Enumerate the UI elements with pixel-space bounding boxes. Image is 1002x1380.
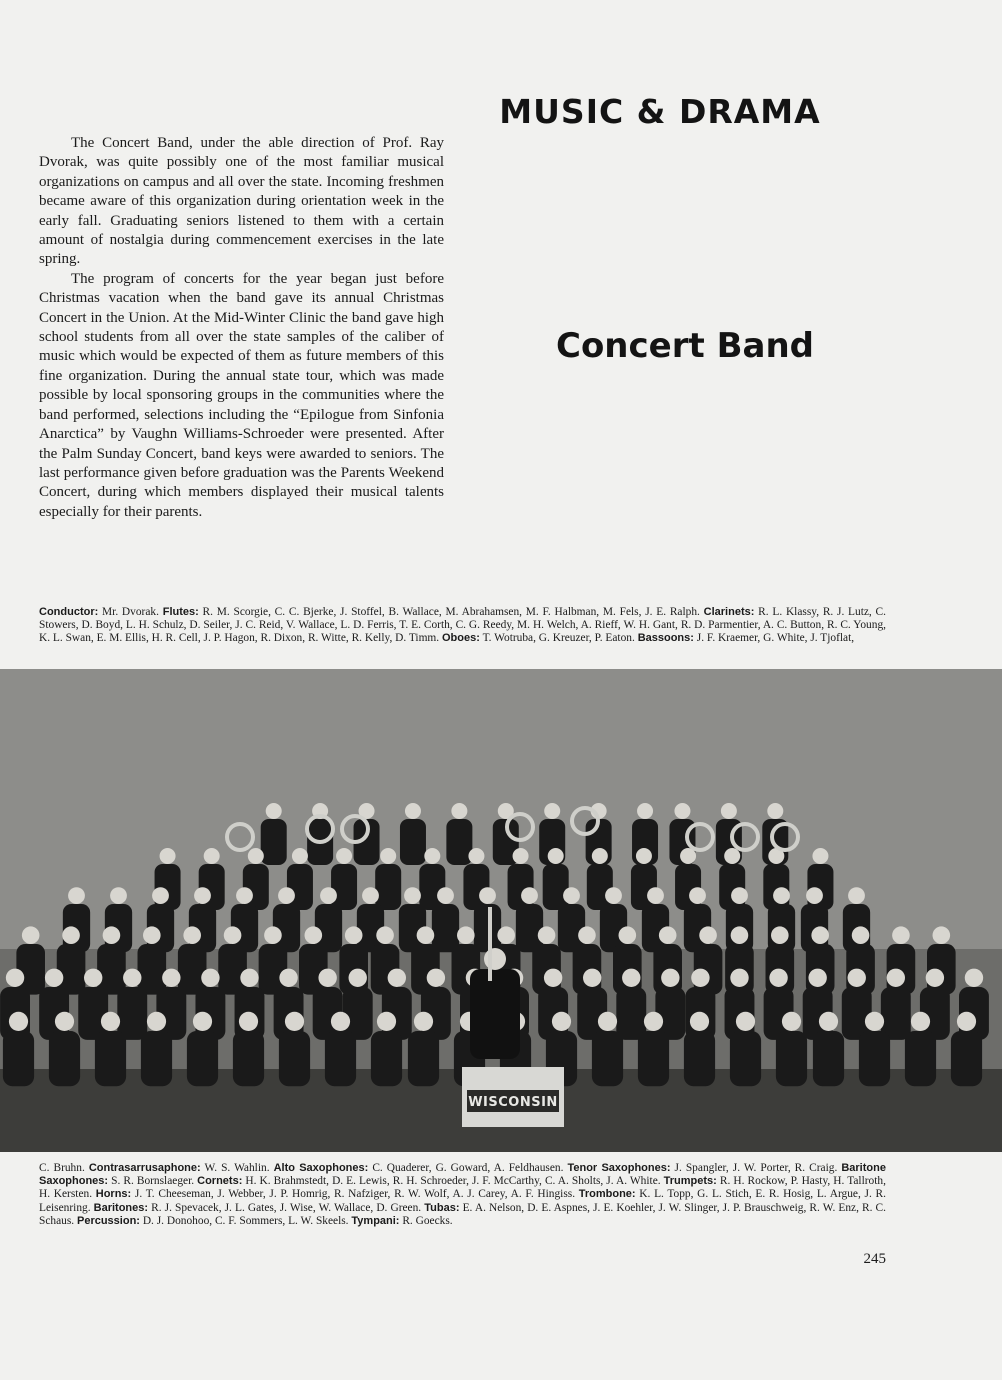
musician-head bbox=[9, 1012, 28, 1031]
musician-head bbox=[320, 887, 337, 904]
musician-body bbox=[233, 1031, 264, 1086]
musician-body bbox=[138, 944, 167, 995]
intro-text bbox=[39, 134, 444, 522]
musician-body bbox=[117, 987, 147, 1040]
musician-head bbox=[769, 969, 787, 987]
musician-body bbox=[97, 944, 126, 995]
musician-head bbox=[731, 887, 748, 904]
musician-head bbox=[380, 848, 396, 864]
musician-head bbox=[160, 848, 176, 864]
musician-body bbox=[187, 1031, 218, 1086]
musician-head bbox=[162, 969, 180, 987]
musician-head bbox=[22, 926, 40, 944]
member-names: J. T. Cheeseman, J. Webber, J. P. Homrig, R. Nafziger, R. W. Wolf, A. J. Carey, A. F. Hingiss. bbox=[134, 1188, 576, 1201]
musician-head bbox=[592, 848, 608, 864]
musician-head bbox=[819, 1012, 838, 1031]
member-names: K. L. Topp, G. L. Stich, E. R. Hosig, L. Argue, J. R. Leisenring. bbox=[39, 1188, 886, 1214]
musician-head bbox=[619, 926, 637, 944]
musician-head bbox=[239, 1012, 258, 1031]
musician-body bbox=[446, 819, 472, 865]
musician-head bbox=[848, 969, 866, 987]
musician-body bbox=[261, 819, 287, 865]
musician-body bbox=[279, 1031, 310, 1086]
section-label: Oboes: bbox=[442, 632, 480, 645]
musician-head bbox=[468, 848, 484, 864]
musician-body bbox=[638, 1031, 669, 1086]
musician-body bbox=[763, 864, 789, 910]
musician-head bbox=[730, 969, 748, 987]
musician-head bbox=[236, 887, 253, 904]
musician-head bbox=[644, 1012, 663, 1031]
musician-head bbox=[143, 926, 161, 944]
musician-head bbox=[926, 969, 944, 987]
musician-head bbox=[892, 926, 910, 944]
musician-head bbox=[266, 803, 282, 819]
section-label: Tubas: bbox=[424, 1201, 460, 1214]
intro-paragraph: The program of concerts for the year began just before Christmas vacation when the band gave its annual Christmas Concert in the Union. At the Mid-Winter Clinic the band gave high school students from all over the state samples of the caliber of music which would be expected of them as future members of this fine organization. During the annual state tour, which was made possible by local sponsoring groups in the communities where the band performed, selections including the “Epilogue from Sinfonia Anarctica” by Vaughn Williams-Schroeder were presented. After the Palm Sunday Concert, band keys were awarded to seniors. The last performance given before graduation was the Parents Weekend Concert, during which members displayed their musical talents especially for their parents. bbox=[39, 270, 444, 520]
section-title: MUSIC & DRAMA bbox=[499, 92, 821, 131]
section-label: Tenor Saxophones: bbox=[567, 1162, 671, 1174]
musician-head bbox=[101, 1012, 120, 1031]
musician-head bbox=[318, 969, 336, 987]
member-names: J. Spangler, J. W. Porter, R. Craig. bbox=[674, 1162, 838, 1174]
musician-head bbox=[285, 1012, 304, 1031]
musician-head bbox=[110, 887, 127, 904]
musician-head bbox=[414, 1012, 433, 1031]
musician-head bbox=[563, 887, 580, 904]
musician-head bbox=[808, 969, 826, 987]
musician-body bbox=[287, 864, 313, 910]
musician-body bbox=[616, 987, 646, 1040]
musician-head bbox=[103, 926, 121, 944]
musician-body bbox=[331, 864, 357, 910]
member-names: J. F. Kraemer, G. White, J. Tjoflat, bbox=[696, 632, 855, 645]
section-label: Trumpets: bbox=[663, 1175, 717, 1188]
musician-head bbox=[264, 926, 282, 944]
musician-head bbox=[544, 803, 560, 819]
section-label: Cornets: bbox=[197, 1175, 243, 1188]
musician-head bbox=[965, 969, 983, 987]
podium-sign-text: WISCONSIN bbox=[468, 1095, 558, 1110]
section-label: Trombone: bbox=[578, 1188, 636, 1201]
musician-body bbox=[543, 864, 569, 910]
roster-caption-bottom bbox=[39, 1162, 886, 1228]
roster-caption-top bbox=[39, 606, 886, 646]
musician-head bbox=[201, 969, 219, 987]
musician-body bbox=[408, 1031, 439, 1086]
musician-body bbox=[178, 944, 207, 995]
subsection-title: Concert Band bbox=[556, 326, 814, 366]
member-names: C. Quaderer, G. Goward, A. Feldhausen. bbox=[372, 1162, 564, 1174]
musician-body bbox=[57, 944, 86, 995]
member-names: D. J. Donohoo, C. F. Sommers, L. W. Skeels. bbox=[142, 1214, 349, 1227]
musician-head bbox=[848, 887, 865, 904]
musician-head bbox=[736, 1012, 755, 1031]
musician-head bbox=[437, 887, 454, 904]
musician-head bbox=[362, 887, 379, 904]
musician-head bbox=[123, 969, 141, 987]
member-names: C. Bruhn. bbox=[39, 1162, 85, 1174]
musician-head bbox=[691, 969, 709, 987]
show-through-artifact bbox=[120, 565, 880, 605]
musician-head bbox=[578, 926, 596, 944]
musician-body bbox=[684, 1031, 715, 1086]
musician-head bbox=[689, 887, 706, 904]
musician-head bbox=[424, 848, 440, 864]
musician-body bbox=[325, 1031, 356, 1086]
musician-head bbox=[773, 887, 790, 904]
musician-head bbox=[852, 926, 870, 944]
musician-head bbox=[405, 803, 421, 819]
musician-head bbox=[767, 803, 783, 819]
musician-head bbox=[782, 1012, 801, 1031]
musician-head bbox=[417, 926, 435, 944]
musician-head bbox=[68, 887, 85, 904]
section-label: Contrasarrusaphone: bbox=[88, 1162, 201, 1174]
musician-body bbox=[730, 1031, 761, 1086]
musician-head bbox=[659, 926, 677, 944]
musician-body bbox=[371, 1031, 402, 1086]
section-label: Tympani: bbox=[351, 1214, 400, 1227]
musician-body bbox=[905, 1031, 936, 1086]
musician-head bbox=[183, 926, 201, 944]
section-label: Bassoons: bbox=[637, 632, 694, 645]
musician-head bbox=[933, 926, 951, 944]
musician-head bbox=[548, 848, 564, 864]
musician-head bbox=[84, 969, 102, 987]
musician-body bbox=[419, 864, 445, 910]
member-names: R. M. Scorgie, C. C. Bjerke, J. Stoffel, B. Wallace, M. Abrahamsen, M. F. Halbman, M. Fels, J. E. Ralph. bbox=[202, 606, 700, 618]
musician-head bbox=[636, 848, 652, 864]
musician-head bbox=[583, 969, 601, 987]
musician-head bbox=[674, 803, 690, 819]
conductor-head bbox=[484, 948, 506, 970]
musician-head bbox=[513, 848, 529, 864]
section-label: Baritone Saxophones: bbox=[39, 1162, 886, 1188]
musician-head bbox=[806, 887, 823, 904]
musician-body bbox=[592, 1031, 623, 1086]
musician-head bbox=[699, 926, 717, 944]
member-names: H. K. Brahmstedt, D. E. Lewis, R. H. Schroeder, J. F. McCarthy, C. A. Sholts, J. A. White. bbox=[245, 1175, 661, 1188]
band-photograph bbox=[0, 669, 1002, 1152]
musician-head bbox=[865, 1012, 884, 1031]
musician-head bbox=[55, 1012, 74, 1031]
musician-head bbox=[598, 1012, 617, 1031]
section-label: Alto Saxophones: bbox=[273, 1162, 369, 1174]
section-label: Horns: bbox=[95, 1188, 132, 1201]
musician-head bbox=[605, 887, 622, 904]
musician-body bbox=[49, 1031, 80, 1086]
section-label: Clarinets: bbox=[703, 606, 755, 618]
musician-head bbox=[147, 1012, 166, 1031]
musician-head bbox=[957, 1012, 976, 1031]
musician-head bbox=[771, 926, 789, 944]
musician-head bbox=[812, 848, 828, 864]
musician-head bbox=[376, 926, 394, 944]
musician-head bbox=[345, 926, 363, 944]
musician-head bbox=[292, 848, 308, 864]
musician-body bbox=[141, 1031, 172, 1086]
musician-body bbox=[813, 1031, 844, 1086]
musician-head bbox=[279, 969, 297, 987]
musician-head bbox=[62, 926, 80, 944]
musician-head bbox=[552, 1012, 571, 1031]
member-names: R. L. Klassy, R. J. Lutz, C. Stowers, D. Boyd, L. H. Schulz, D. Seiler, J. C. Reid, V. Wallace, L. D. Ferris, T. E. Corth, C. G. Reedy, M. H. Welch, A. Rieff, W. H. Gant, R. D. Parmentier, A. C. Button, R. C. Young, K. L. Swan, E. M. Ellis, H. R. Cell, J. P. Hagon, R. Dixon, R. Witte, R. Kelly, D. Timm. bbox=[39, 606, 886, 645]
musician-head bbox=[427, 969, 445, 987]
musician-body bbox=[400, 819, 426, 865]
musician-body bbox=[218, 944, 247, 995]
musician-head bbox=[538, 926, 556, 944]
musician-head bbox=[305, 926, 323, 944]
musician-body bbox=[95, 1031, 126, 1086]
section-label: Conductor: bbox=[39, 606, 99, 618]
musician-head bbox=[887, 969, 905, 987]
musician-head bbox=[349, 969, 367, 987]
musician-body bbox=[881, 987, 911, 1040]
musician-head bbox=[521, 887, 538, 904]
musician-body bbox=[3, 1031, 34, 1086]
musician-body bbox=[951, 1031, 982, 1086]
musician-head bbox=[724, 848, 740, 864]
member-names: W. S. Wahlin. bbox=[204, 1162, 270, 1174]
musician-head bbox=[224, 926, 242, 944]
musician-head bbox=[544, 969, 562, 987]
musician-head bbox=[637, 803, 653, 819]
musician-body bbox=[859, 1031, 890, 1086]
section-label: Percussion: bbox=[76, 1214, 140, 1227]
member-names: R. H. Rockow, P. Hasty, H. Tallroth, H. Kersten. bbox=[39, 1175, 886, 1201]
musician-head bbox=[194, 887, 211, 904]
musician-head bbox=[388, 969, 406, 987]
musician-head bbox=[457, 926, 475, 944]
musician-head bbox=[721, 803, 737, 819]
musician-head bbox=[404, 887, 421, 904]
musician-head bbox=[248, 848, 264, 864]
member-names: Mr. Dvorak. bbox=[102, 606, 159, 618]
musician-head bbox=[661, 969, 679, 987]
musician-head bbox=[497, 926, 515, 944]
intro-paragraph: The Concert Band, under the able direction of Prof. Ray Dvorak, was quite possibly one of the most familiar musical organizations on campus and all over the state. Incoming freshmen became aware of this organization during orientation week in the early fall. Graduating seniors listened to them with a certain amount of nostalgia during commencement exercises in the late spring. bbox=[39, 135, 444, 268]
musician-head bbox=[451, 803, 467, 819]
band-photo-illustration bbox=[0, 669, 1002, 1152]
musician-head bbox=[377, 1012, 396, 1031]
musician-body bbox=[375, 864, 401, 910]
musician-head bbox=[45, 969, 63, 987]
member-names: E. A. Nelson, D. E. Aspnes, J. E. Koehler, J. W. Slinger, J. P. Brauschweig, R. W. Enz, R. C. Schaus. bbox=[39, 1201, 887, 1227]
musician-body bbox=[776, 1031, 807, 1086]
musician-body bbox=[432, 904, 459, 952]
musician-head bbox=[331, 1012, 350, 1031]
member-names: S. R. Bornslaeger. bbox=[111, 1175, 195, 1188]
musician-head bbox=[479, 887, 496, 904]
section-label: Flutes: bbox=[162, 606, 199, 618]
musician-head bbox=[647, 887, 664, 904]
musician-head bbox=[336, 848, 352, 864]
musician-head bbox=[193, 1012, 212, 1031]
musician-head bbox=[731, 926, 749, 944]
musician-head bbox=[204, 848, 220, 864]
musician-head bbox=[911, 1012, 930, 1031]
member-names: T. Wotruba, G. Kreuzer, P. Eaton. bbox=[482, 632, 635, 645]
musician-head bbox=[6, 969, 24, 987]
musician-head bbox=[811, 926, 829, 944]
musician-head bbox=[622, 969, 640, 987]
conductor-figure bbox=[470, 969, 520, 1059]
musician-head bbox=[278, 887, 295, 904]
member-names: R. J. Spevacek, J. L. Gates, J. Wise, W. Wallace, D. Green. bbox=[151, 1201, 422, 1214]
section-label: Baritones: bbox=[93, 1201, 149, 1214]
musician-body bbox=[587, 864, 613, 910]
musician-head bbox=[240, 969, 258, 987]
member-names: R. Goecks. bbox=[402, 1214, 453, 1227]
musician-head bbox=[152, 887, 169, 904]
musician-head bbox=[690, 1012, 709, 1031]
page-number: 245 bbox=[863, 1251, 886, 1267]
